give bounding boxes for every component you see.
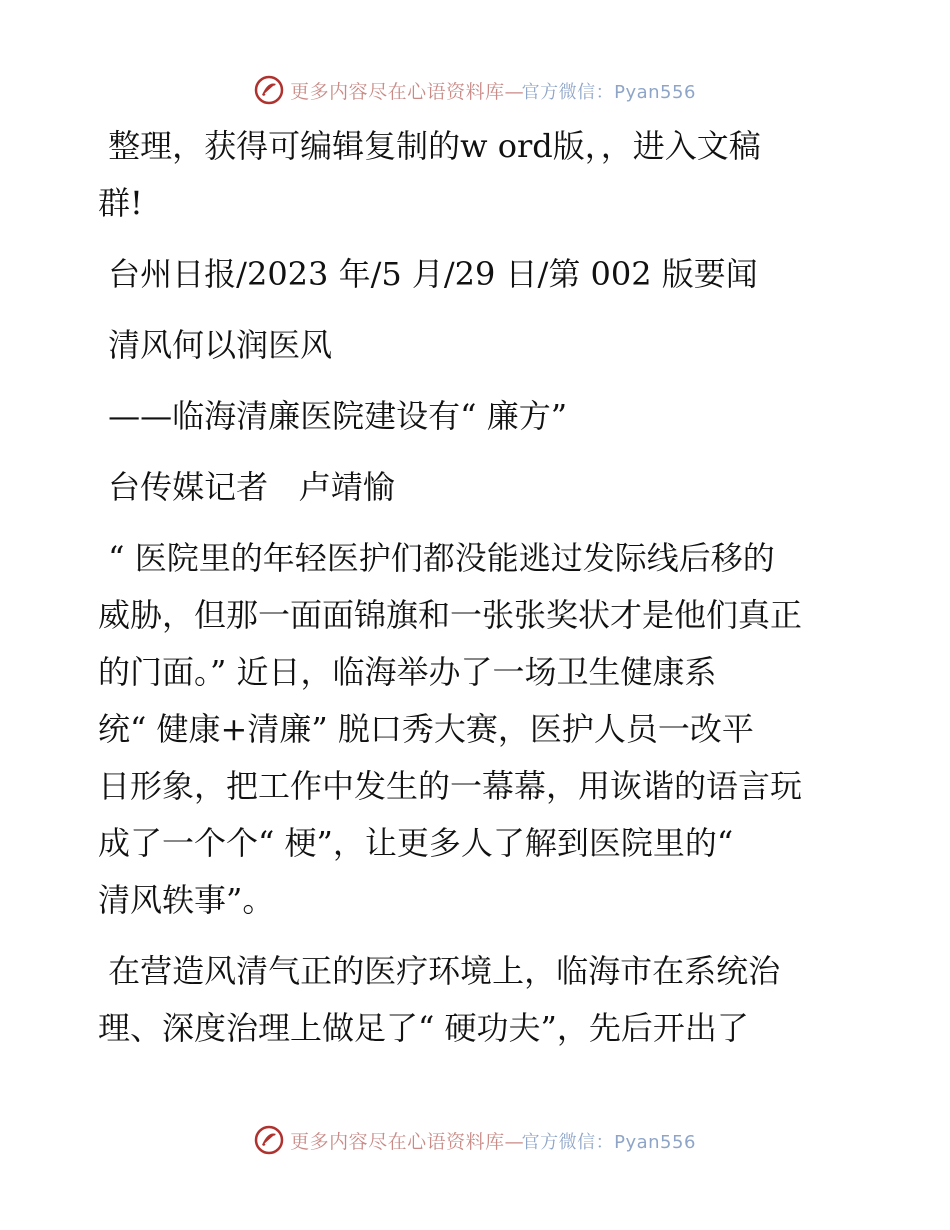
article-subtitle: ——临海清廉医院建设有“ 廉方” xyxy=(98,397,568,435)
text-line: 群! xyxy=(98,184,143,222)
watermark-text: 更多内容尽在心语资料库—官方微信：Pyan556 xyxy=(290,80,696,103)
paragraph-body-1 xyxy=(98,530,858,929)
logo-icon xyxy=(254,1125,284,1155)
logo-icon xyxy=(254,75,284,105)
text-line: 在营造风清气正的医疗环境上，临海市在系统治 xyxy=(98,952,781,990)
header-watermark xyxy=(0,70,950,110)
article-title: 清风何以润医风 xyxy=(98,326,333,364)
byline: 台传媒记者 卢靖愉 xyxy=(98,468,395,506)
text-line: 清风轶事”。 xyxy=(98,881,275,919)
text-line: 日形象，把工作中发生的一幕幕，用诙谐的语言玩 xyxy=(98,767,803,805)
text-line: 统“ 健康+清廉” 脱口秀大赛，医护人员一改平 xyxy=(98,710,754,748)
text-line: “ 医院里的年轻医护们都没能逃过发际线后移的 xyxy=(98,539,775,577)
text-line: 理、深度治理上做足了“ 硬功夫”，先后开出了 xyxy=(98,1009,749,1047)
watermark-text: 更多内容尽在心语资料库—官方微信：Pyan556 xyxy=(290,1130,696,1153)
footer-watermark xyxy=(0,1120,950,1160)
text-line: 的门面。” 近日，临海举办了一场卫生健康系 xyxy=(98,653,717,691)
source-line: 台州日报/2023 年/5 月/29 日/第 002 版要闻 xyxy=(98,255,758,293)
text-line: 成了一个个“ 梗”，让更多人了解到医院里的“ xyxy=(98,824,734,862)
text-line: 整理，获得可编辑复制的w ord版，，进入文稿 xyxy=(98,127,761,165)
text-line: 威胁，但那一面面锦旗和一张张奖状才是他们真正 xyxy=(98,596,803,634)
document-body xyxy=(98,118,858,1057)
paragraph-intro xyxy=(98,118,858,232)
paragraph-body-2 xyxy=(98,943,858,1057)
